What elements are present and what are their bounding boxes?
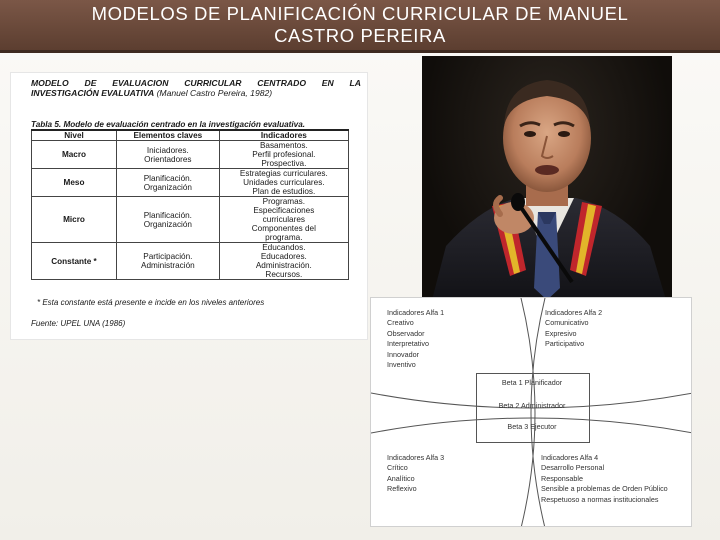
slide-title-line-2: CASTRO PEREIRA [274,25,446,46]
indicator-item: Componentes del [251,224,316,233]
alfa-4-indicators [541,453,668,505]
quadrant-item: Creativo [387,318,414,328]
indicator-item: Plan de estudios. [252,187,316,196]
quadrant-heading: Indicadores Alfa 2 [545,308,603,317]
quadrant-item: Inventivo [387,360,416,370]
alfa-beta-indicators-diagram [370,297,692,527]
table-caption: Tabla 5. Modelo de evaluación centrado en la investigación evaluativa. [31,120,306,129]
evaluation-table [31,129,349,280]
evaluation-model-table-image [10,72,368,340]
quadrant-heading: Indicadores Alfa 1 [387,308,445,317]
row-indicators [219,197,348,243]
person-portrait-icon [422,56,672,300]
table-heading-author: (Manuel Castro Pereira, 1982) [154,88,273,98]
indicator-item: Estrategias curriculares. [239,169,328,178]
quadrant-item: Reflexivo [387,484,417,494]
indicator-item: Especificaciones [253,206,315,215]
indicator-item: Educadores. [260,252,307,261]
row-elements [117,141,220,169]
indicator-item: Educandos. [262,243,306,252]
quadrant-item: Desarrollo Personal [541,463,605,473]
alfa-1-indicators [387,308,444,370]
row-indicators [219,141,348,169]
quadrant-item: Respetuoso a normas institucionales [541,494,659,504]
element-item: Planificación. [143,173,192,183]
row-indicators [219,169,348,197]
table-row [32,243,349,280]
row-level: Constante * [32,243,117,280]
indicator-item: programa. [265,233,303,242]
element-item: Iniciadores. [146,145,189,155]
table-row [32,197,349,243]
table-row [32,141,349,169]
quadrant-item: Comunicativo [545,318,589,328]
beta-3-label: Beta 3 Ejecutor [507,422,557,431]
indicator-item: Prospectiva. [261,159,307,168]
row-level: Micro [32,197,117,243]
row-level: Macro [32,141,117,169]
row-indicators [219,243,348,280]
table-heading-bold: INVESTIGACIÓN EVALUATIVA [31,88,155,98]
beta-2-label: Beta 2 Administrador [498,401,566,410]
indicator-item: Administración. [255,261,312,270]
column-header-elements: Elementos claves [117,130,220,141]
quadrant-item: Sensible a problemas de Orden Público [541,484,668,494]
column-header-level: Nivel [32,130,117,141]
indicator-item: Perfil profesional. [252,150,316,159]
row-elements [117,197,220,243]
column-header-indicators: Indicadores [219,130,348,141]
quadrant-item: Responsable [541,473,583,483]
indicator-item: curriculares [262,215,305,224]
table-heading-line-1: MODELO DE EVALUACION CURRICULAR CENTRADO EN LA [31,78,361,88]
quadrant-item: Expresivo [545,328,577,338]
beta-1-label: Beta 1 Planificador [501,378,563,387]
element-item: Organización [143,219,192,229]
element-item: Participación. [143,252,193,261]
table-source: Fuente: UPEL UNA (1986) [31,319,126,328]
table-heading [31,78,361,98]
portrait-illustration [422,56,672,300]
quadrant-item: Crítico [387,463,408,473]
row-level: Meso [32,169,117,197]
indicator-item: Unidades curriculares. [243,178,325,187]
quadrant-item: Interpretativo [387,339,429,349]
table-row [32,169,349,197]
element-item: Planificación. [143,210,192,220]
element-item: Organización [143,182,192,192]
quadrant-item: Participativo [545,339,585,349]
alfa-3-indicators [387,453,444,495]
alfa-2-indicators [545,308,602,350]
row-elements [117,243,220,280]
table-footnote: * Esta constante está presente e incide en los niveles anteriores [37,298,265,307]
table-header-row [32,130,349,141]
slide-title-line-1: MODELOS DE PLANIFICACIÓN CURRICULAR DE MANUEL [91,3,629,24]
indicator-item: Programas. [262,197,305,206]
element-item: Orientadores [144,154,192,164]
quadrant-heading: Indicadores Alfa 4 [541,453,599,462]
indicator-item: Basamentos. [259,141,308,150]
quadrant-item: Observador [387,328,425,338]
element-item: Administración [140,261,195,270]
indicator-item: Recursos. [265,270,303,279]
table-heading-line-2 [31,88,361,98]
row-elements [117,169,220,197]
quadrant-item: Innovador [387,349,419,359]
quadrant-item: Analítico [387,473,415,483]
slide-title [0,0,720,53]
quadrant-heading: Indicadores Alfa 3 [387,453,445,462]
